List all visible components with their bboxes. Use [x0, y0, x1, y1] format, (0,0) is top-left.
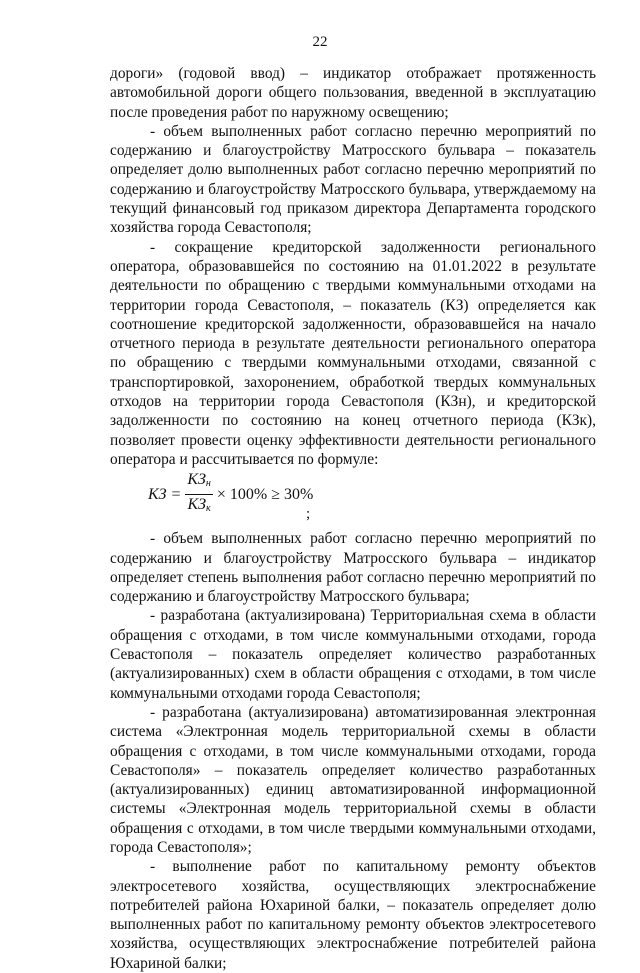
paragraph-boulevard-share: - объем выполненных работ согласно перечню мероприятий по содержанию и благоустройству Матросского бульвара – показатель определяет долю выполненных работ согласно перечню мероприятий по содержанию и благоустройству Матросского бульвара, утверждаемому на текущий финансовый год приказом директора Департамента городского хозяйства города Севастополя; [110, 122, 596, 237]
formula [148, 471, 313, 517]
paragraph-electronic-model: - разработана (актуализирована) автоматизированная электронная система «Электронная модель территориальной схемы в области обращения с отходами, в том числе коммунальными отходами, города Севастополя» – показатель определяет количество разработанных (актуализированных) единиц автоматизированной информационной системы «Электронная модель территориальной схемы в области обращения с отходами, в том числе твердыми коммунальными отходами, города Севастополя»; [110, 703, 596, 856]
formula-lhs: КЗ = [148, 485, 182, 503]
formula-denominator-sub: к [206, 502, 211, 514]
formula-numerator: $КЗ_н$ [185, 471, 213, 495]
document-body [110, 64, 596, 973]
formula-rhs: × 100% ≥ 30% [216, 485, 314, 503]
formula-fraction [185, 471, 213, 518]
formula-block [110, 471, 596, 527]
page-number: 22 [312, 34, 328, 50]
formula-numerator-sub: н [205, 477, 211, 489]
paragraph-debt-reduction: - сокращение кредиторской задолженности регионального оператора, образовавшейся по состоянию на 01.01.2022 в результате деятельности по обращению с твердыми коммунальными отходами на территории города Севастополя, – показатель (КЗ) определяется как соотношение кредиторской задолженности, образовавшейся на начало отчетного периода в результате деятельности регионального оператора по обращению с твердыми коммунальными отходами, связанной с транспортировкой, захоронением, обработкой твердых коммунальных отходов на территории города Севастополя (КЗн), и кредиторской задолженности по состоянию на конец отчетного периода (КЗк), позволяет провести оценку эффективности деятельности регионального оператора и рассчитывается по формуле: [110, 238, 596, 468]
paragraph-territorial-scheme: - разработана (актуализирована) Территориальная схема в области обращения с отходами, в том числе коммунальными отходами, города Севастополя – показатель определяет количество разработанных (актуализированных) схем в области обращения с отходами, в том числе коммунальными отходами города Севастополя; [110, 607, 596, 702]
paragraph-road-lighting: дороги» (годовой ввод) – индикатор отображает протяженность автомобильной дороги общего пользования, введенной в эксплуатацию после проведения работ по наружному освещению; [110, 65, 596, 121]
formula-end: ; [306, 506, 311, 523]
paragraph-power-grid-repair: - выполнение работ по капитальному ремонту объектов электросетевого хозяйства, осуществляющих электроснабжение потребителей района Юхариной балки, – показатель определяет долю выполненных работ по капитальному ремонту объектов электросетевого хозяйства, осуществляющих электроснабжение потребителей района Юхариной балки; [110, 858, 596, 972]
formula-denominator: $КЗ_к$ [187, 495, 211, 514]
paragraph-boulevard-indicator: - объем выполненных работ согласно перечню мероприятий по содержанию и благоустройству Матросского бульвара – индикатор определяет степень выполнения работ согласно перечню мероприятий по содержанию и благоустройству Матросского бульвара; [110, 530, 596, 606]
